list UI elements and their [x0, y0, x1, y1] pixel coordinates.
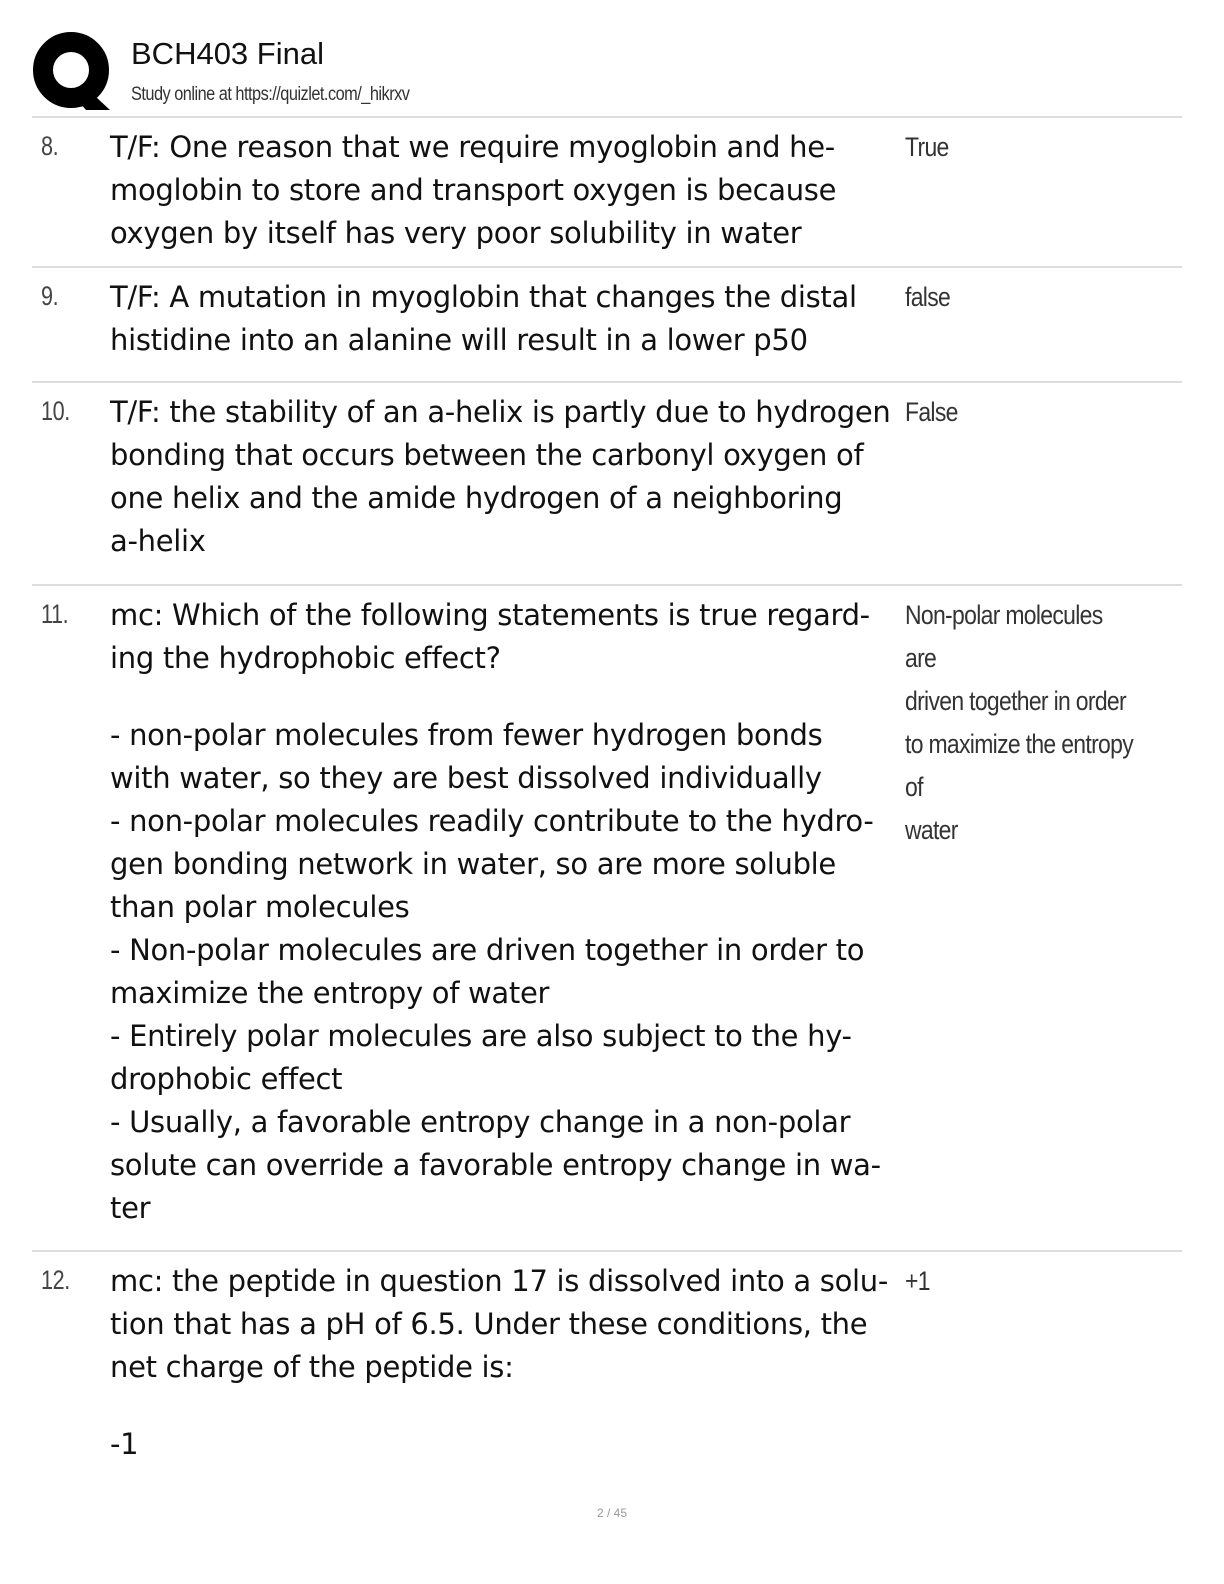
page-header [32, 30, 1182, 114]
option-line: than polar molecules [110, 890, 410, 924]
option-line: - Non-polar molecules are driven together in order to [110, 933, 865, 967]
card-number: 12. [41, 1265, 70, 1295]
definition-line: water [905, 815, 958, 845]
card-number: 9. [41, 281, 59, 311]
card-term [110, 391, 906, 563]
definition-line: driven together in order [905, 686, 1126, 716]
term-line: histidine into an alanine will result in a lower p50 [110, 323, 808, 357]
flashcard-11 [32, 584, 1182, 1250]
option-line: solute can override a favorable entropy change in wa- [110, 1148, 881, 1182]
quizlet-logo-icon [32, 30, 112, 110]
option-line: drophobic effect [110, 1062, 343, 1096]
option-line: - Entirely polar molecules are also subject to the hy- [110, 1019, 852, 1053]
option-line: -1 [110, 1427, 139, 1461]
flashcard-9 [32, 266, 1182, 381]
card-term [110, 594, 906, 1230]
card-definition: +1 [905, 1266, 930, 1296]
term-line: oxygen by itself has very poor solubility in water [110, 216, 802, 250]
flashcard-8 [32, 116, 1182, 266]
card-term [110, 126, 906, 255]
term-line: net charge of the peptide is: [110, 1350, 514, 1384]
page-number: 2 / 45 [596, 1506, 628, 1520]
study-online-link[interactable]: Study online at https://quizlet.com/_hikrxv [131, 84, 410, 105]
term-line: a-helix [110, 524, 206, 558]
term-line: tion that has a pH of 6.5. Under these conditions, the [110, 1307, 868, 1341]
option-line: - non-polar molecules readily contribute to the hydro- [110, 804, 874, 838]
option-line: gen bonding network in water, so are more soluble [110, 847, 836, 881]
term-line: ing the hydrophobic effect? [110, 641, 501, 675]
option-line: ter [110, 1191, 151, 1225]
option-line: - Usually, a favorable entropy change in a non-polar [110, 1105, 851, 1139]
term-line: bonding that occurs between the carbonyl oxygen of [110, 438, 864, 472]
card-definition [905, 594, 1135, 852]
option-line: with water, so they are best dissolved individually [110, 761, 822, 795]
card-number: 11. [41, 599, 69, 629]
definition-line: Non-polar molecules are [905, 600, 1103, 673]
card-definition: false [905, 282, 951, 312]
flashcard-list [32, 116, 1182, 1480]
flashcard-12 [32, 1250, 1182, 1480]
card-term [110, 276, 906, 362]
term-line: mc: the peptide in question 17 is dissolved into a solu- [110, 1264, 889, 1298]
document-title: BCH403 Final [131, 36, 324, 71]
term-line: one helix and the amide hydrogen of a neighboring [110, 481, 843, 515]
term-line: T/F: the stability of an a-helix is partly due to hydrogen [110, 395, 891, 429]
term-line: moglobin to store and transport oxygen is because [110, 173, 837, 207]
definition-line: to maximize the entropy of [905, 729, 1133, 802]
term-line: mc: Which of the following statements is true regard- [110, 598, 870, 632]
card-definition: False [905, 397, 958, 427]
term-line: T/F: A mutation in myoglobin that changes the distal [110, 280, 857, 314]
card-definition: True [905, 132, 949, 162]
flashcard-10 [32, 381, 1182, 584]
card-number: 8. [41, 131, 59, 161]
term-line: T/F: One reason that we require myoglobin and he- [110, 130, 835, 164]
card-term [110, 1260, 906, 1466]
option-line: maximize the entropy of water [110, 976, 550, 1010]
card-number: 10. [41, 396, 70, 426]
option-line: - non-polar molecules from fewer hydrogen bonds [110, 718, 823, 752]
